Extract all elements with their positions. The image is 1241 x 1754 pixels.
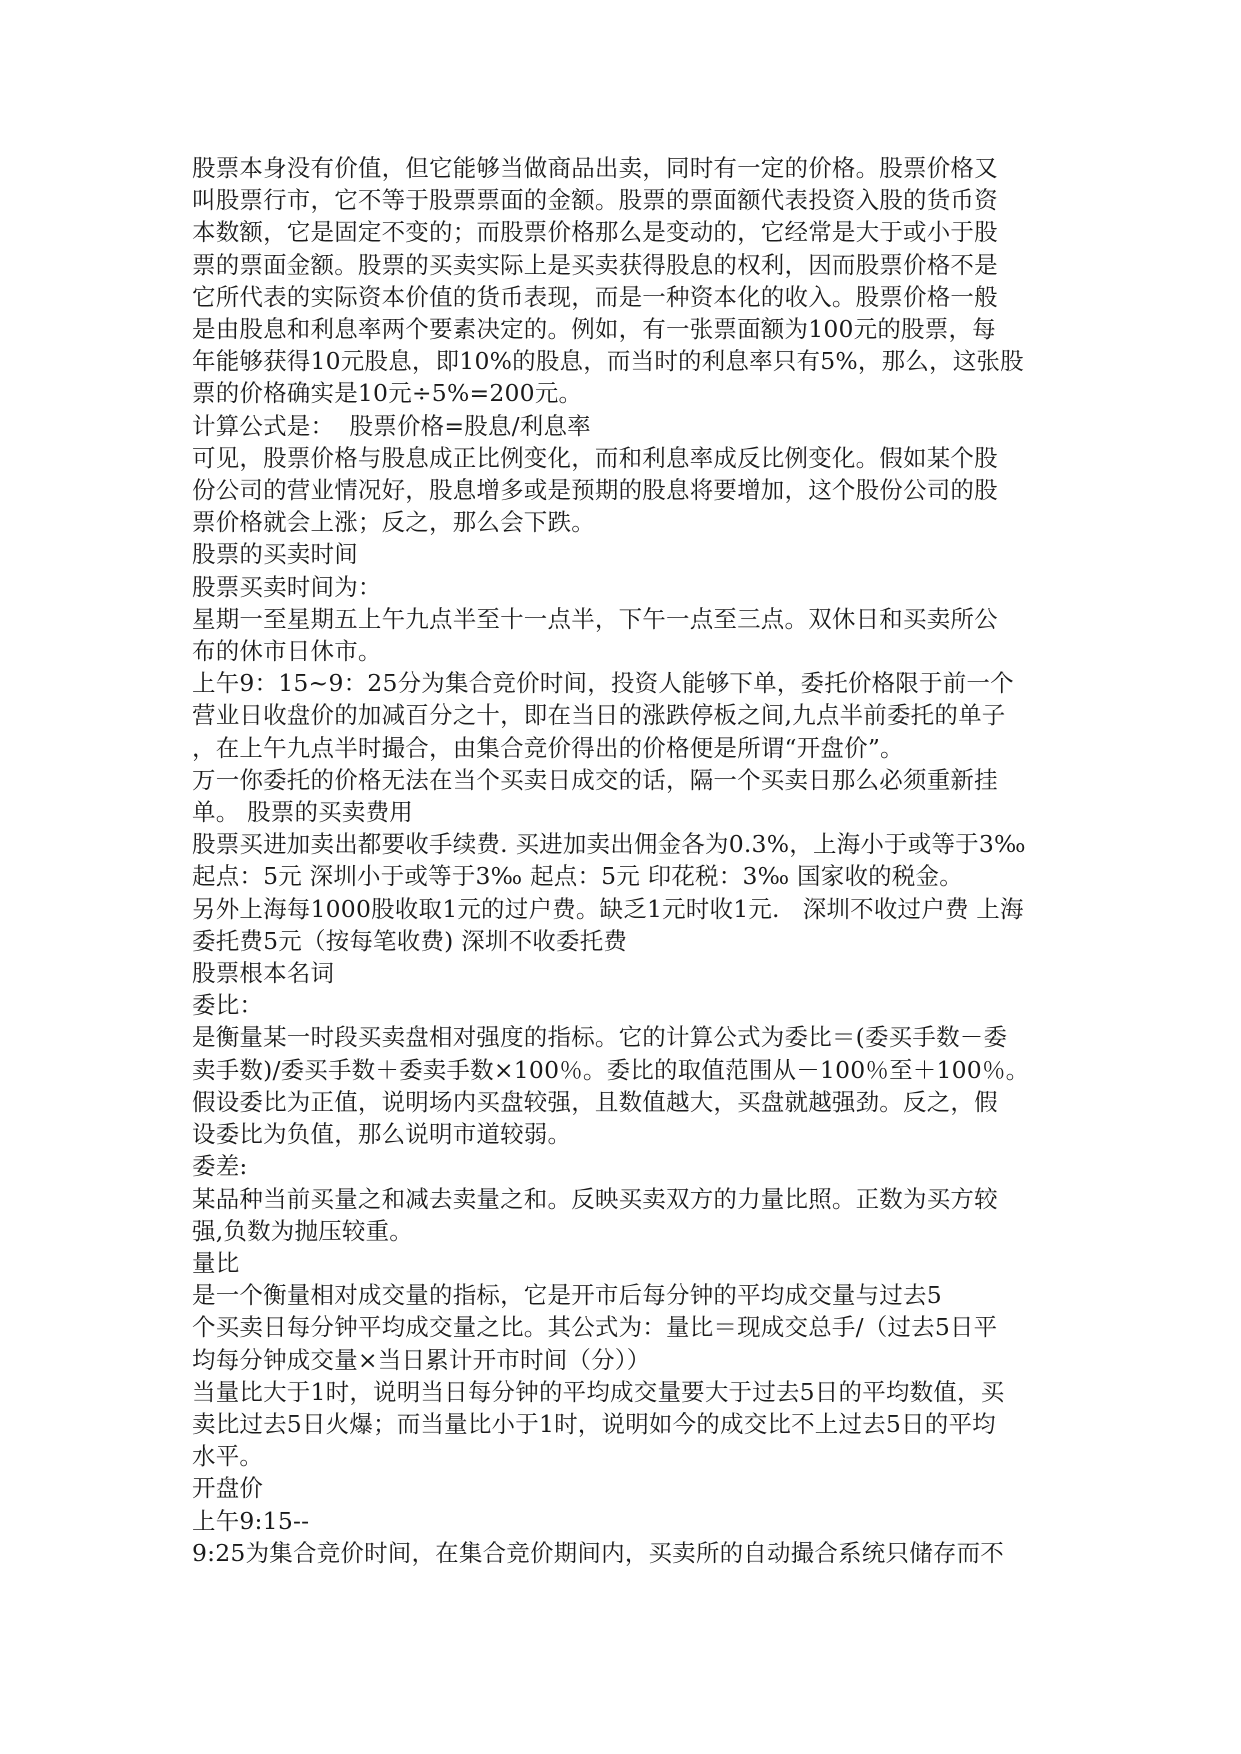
- section-heading: 股票的买卖时间: [192, 540, 358, 569]
- text-line: 水平。: [192, 1442, 264, 1471]
- text-line: 股票买卖时间为：: [192, 572, 382, 601]
- text-line: 营业日收盘价的加减百分之十，即在当日的涨跌停板之间,九点半前委托的单子: [192, 701, 1006, 730]
- text-line: 委托费5元（按每笔收费) 深圳不收委托费: [192, 926, 628, 955]
- document-body: [192, 152, 1052, 1569]
- text-line: 均每分钟成交量×当日累计开市时间（分））: [192, 1345, 651, 1374]
- formula-line: 计算公式是： 股票价格=股息/利息率: [192, 411, 591, 440]
- text-line: 可见，股票价格与股息成正比例变化，而和利息率成反比例变化。假如某个股: [192, 443, 998, 472]
- text-line: 万一你委托的价格无法在当个买卖日成交的话，隔一个买卖日那么必须重新挂: [192, 765, 998, 794]
- text-line: 另外上海每1000股收取1元的过户费。缺乏1元时收1元. 深圳不收过户费 上海: [192, 894, 1024, 923]
- text-line: 上午9：15~9：25分为集合竞价时间，投资人能够下单，委托价格限于前一个: [192, 669, 1014, 698]
- section-heading: 股票根本名词: [192, 959, 335, 988]
- text-line: 单。 股票的买卖费用: [192, 798, 413, 827]
- text-line: 股票买进加卖出都要收手续费. 买进加卖出佣金各为0.3%，上海小于或等于3‰: [192, 830, 1026, 859]
- text-line: 是衡量某一时段买卖盘相对强度的指标。它的计算公式为委比＝(委买手数－委: [192, 1023, 1008, 1052]
- text-line: 年能够获得10元股息，即10%的股息，而当时的利息率只有5%，那么，这张股: [192, 347, 1024, 376]
- term-heading: 量比: [192, 1248, 240, 1277]
- text-line: 票的票面金额。股票的买卖实际上是买卖获得股息的权利，因而股票价格不是: [192, 250, 998, 279]
- text-line: 份公司的营业情况好，股息增多或是预期的股息将要增加，这个股份公司的股: [192, 476, 998, 505]
- text-line: 设委比为负值，那么说明市道较弱。: [192, 1120, 572, 1149]
- text-line: 个买卖日每分钟平均成交量之比。其公式为：量比＝现成交总手/（过去5日平: [192, 1313, 998, 1342]
- text-line: 9:25为集合竞价时间，在集合竞价期间内，买卖所的自动撮合系统只储存而不: [192, 1538, 1004, 1567]
- text-line: 卖手数)/委买手数＋委卖手数×100％。委比的取值范围从－100％至＋100％。: [192, 1055, 1030, 1084]
- text-line: 股票本身没有价值，但它能够当做商品出卖，同时有一定的价格。股票价格又: [192, 154, 998, 182]
- text-line: ，在上午九点半时撮合，由集合竞价得出的价格便是所谓“开盘价”。: [192, 733, 904, 762]
- text-line: 上午9:15--: [192, 1506, 310, 1535]
- text-line: 星期一至星期五上午九点半至十一点半，下午一点至三点。双休日和买卖所公: [192, 604, 998, 633]
- text-line: 假设委比为正值，说明场内买盘较强，且数值越大，买盘就越强劲。反之，假: [192, 1087, 998, 1116]
- term-heading: 委差:: [192, 1152, 248, 1181]
- text-line: 某品种当前买量之和减去卖量之和。反映买卖双方的力量比照。正数为买方较: [192, 1184, 998, 1213]
- text-line: 是由股息和利息率两个要素决定的。例如，有一张票面额为100元的股票，每: [192, 315, 996, 344]
- text-line: 本数额，它是固定不变的；而股票价格那么是变动的，它经常是大于或小于股: [192, 218, 998, 247]
- text-line: 它所代表的实际资本价值的货币表现，而是一种资本化的收入。股票价格一般: [192, 282, 998, 311]
- text-line: 票的价格确实是10元÷5%=200元。: [192, 379, 583, 408]
- text-line: 叫股票行市，它不等于股票票面的金额。股票的票面额代表投资入股的货币资: [192, 186, 998, 215]
- text-line: 起点：5元 深圳小于或等于3‰ 起点：5元 印花税：3‰ 国家收的税金。: [192, 862, 963, 891]
- text-line: 布的休市日休市。: [192, 637, 382, 666]
- text-line: 票价格就会上涨；反之，那么会下跌。: [192, 508, 595, 537]
- text-line: 是一个衡量相对成交量的指标，它是开市后每分钟的平均成交量与过去5: [192, 1281, 942, 1310]
- text-line: 当量比大于1时，说明当日每分钟的平均成交量要大于过去5日的平均数值，买: [192, 1377, 1005, 1406]
- text-line: 强,负数为抛压较重。: [192, 1216, 413, 1245]
- term-heading: 委比：: [192, 991, 264, 1020]
- term-heading: 开盘价: [192, 1474, 264, 1503]
- text-line: 卖比过去5日火爆；而当量比小于1时，说明如今的成交比不上过去5日的平均: [192, 1409, 996, 1438]
